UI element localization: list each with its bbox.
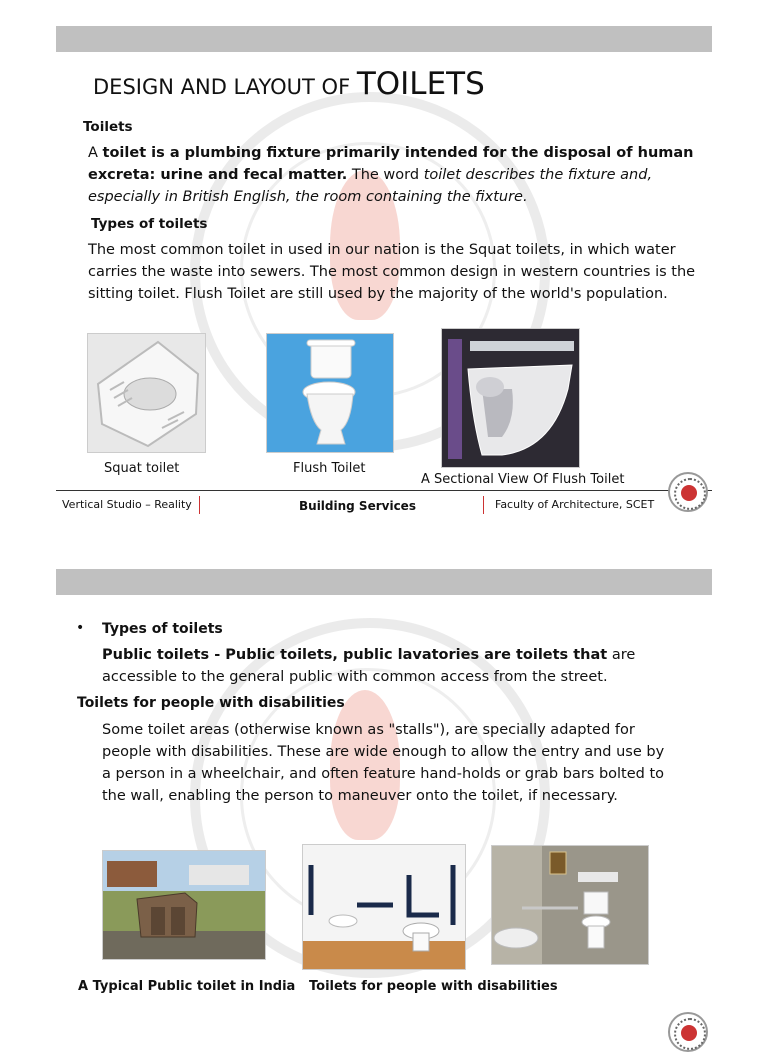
heading-disabilities: Toilets for people with disabilities bbox=[77, 695, 345, 711]
college-logo bbox=[668, 472, 708, 512]
footer-center: Building Services bbox=[299, 499, 416, 513]
slide1-header-bar bbox=[56, 26, 712, 52]
title-main: TOILETS bbox=[356, 66, 485, 102]
college-logo-2 bbox=[668, 1012, 708, 1052]
sectional-flush-toilet-image bbox=[441, 328, 580, 468]
logo-core bbox=[681, 485, 697, 501]
public-toilets-paragraph: Public toilets - Public toilets, public lavatories are toilets that are accessible to the general public with common access from the street. bbox=[102, 647, 636, 685]
caption-disability-toilets: Toilets for people with disabilities bbox=[309, 979, 558, 994]
flush-toilet-image bbox=[266, 333, 394, 453]
types-paragraph: The most common toilet in used in our nation is the Squat toilets, in which water carries the waste into sewers. The most common design in western countries is the sitting toilet. Flush Toilet are still used by the majority of the world's population. bbox=[88, 242, 696, 302]
footer-separator-right bbox=[483, 496, 484, 514]
footer-left: Vertical Studio – Reality bbox=[62, 498, 192, 511]
bullet-icon: • bbox=[76, 620, 85, 636]
squat-toilet-image bbox=[87, 333, 206, 453]
heading-toilets: Toilets bbox=[83, 119, 133, 135]
caption-public-toilet-india: A Typical Public toilet in India bbox=[78, 979, 296, 994]
caption-squat-toilet: Squat toilet bbox=[104, 461, 180, 476]
footer-separator-left bbox=[199, 496, 200, 514]
heading-types-of-toilets-2: Types of toilets bbox=[102, 621, 223, 637]
slide1-title bbox=[93, 66, 485, 102]
disabilities-paragraph: Some toilet areas (otherwise known as "stalls"), are specially adapted for people with disabilities. These are wide enough to allow the entry and use by a person in a wheelchair, and often feature hand-holds or grab bars bolted to the wall, enabling the person to maneuver onto the toilet, if necessary. bbox=[102, 722, 665, 804]
caption-sectional-view: A Sectional View Of Flush Toilet bbox=[421, 472, 625, 487]
accessible-bathroom-image bbox=[491, 845, 649, 965]
toilet-definition: A toilet is a plumbing fixture primarily intended for the disposal of human excreta: urine and fecal matter. The word toilet describes the fixture and, especially in British English, the room containing the fixture. bbox=[88, 145, 694, 205]
logo-core-2 bbox=[681, 1025, 697, 1041]
heading-types-of-toilets: Types of toilets bbox=[91, 216, 208, 232]
footer-right: Faculty of Architecture, SCET bbox=[495, 498, 655, 511]
slide2-header-bar bbox=[56, 569, 712, 595]
public-toilet-india-image bbox=[102, 850, 266, 960]
footer-rule bbox=[56, 490, 712, 491]
caption-flush-toilet: Flush Toilet bbox=[293, 461, 366, 476]
disabled-toilet-image bbox=[302, 844, 466, 970]
title-prefix: DESIGN AND LAYOUT OF bbox=[93, 75, 357, 99]
